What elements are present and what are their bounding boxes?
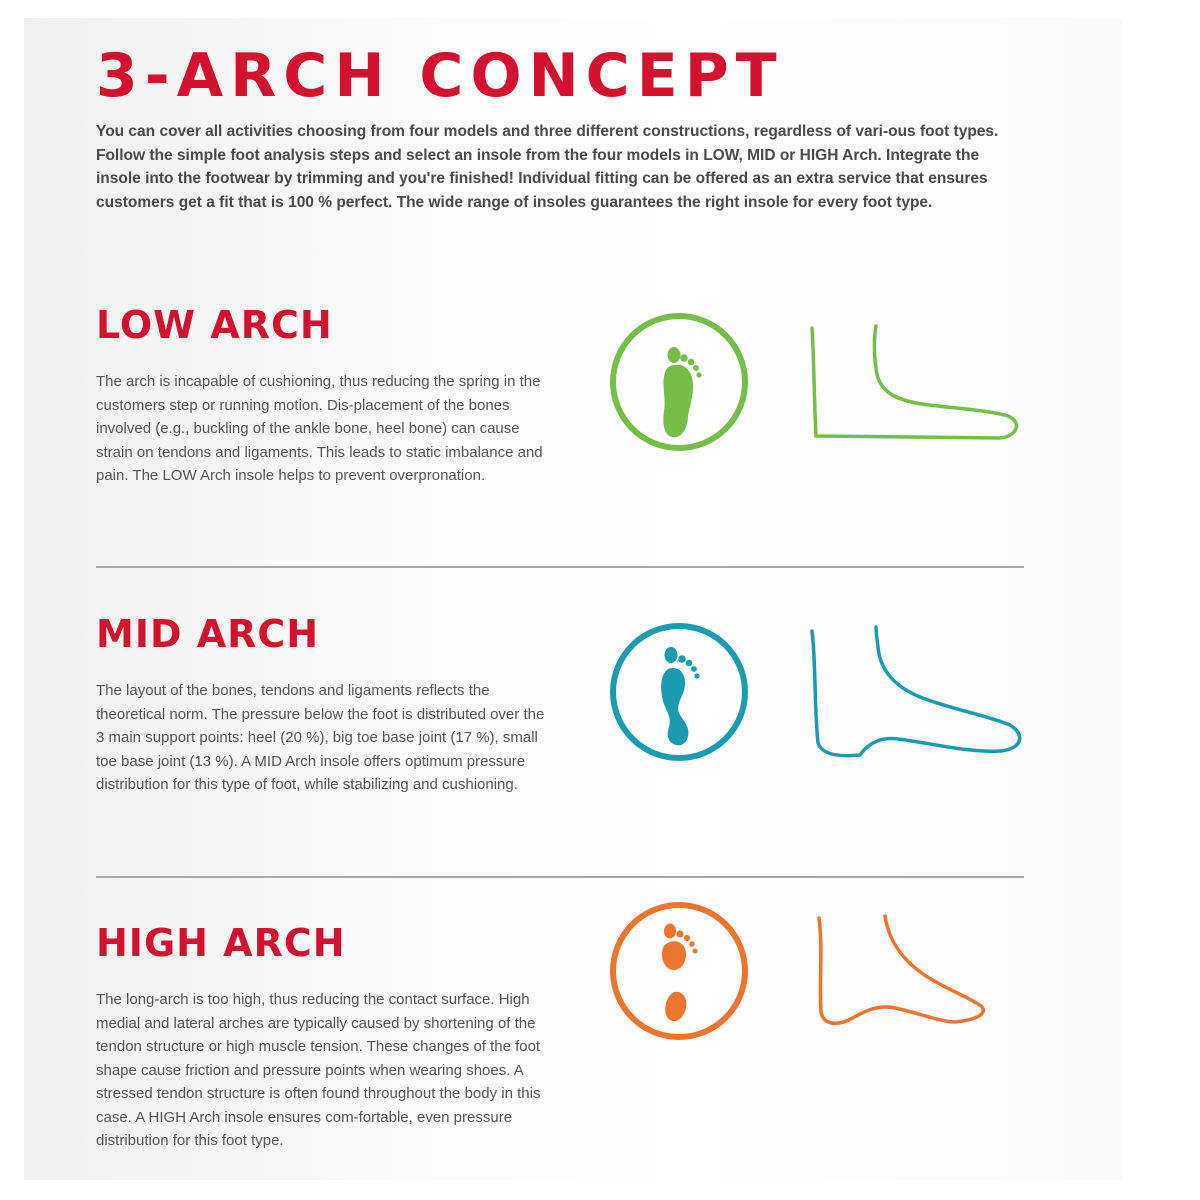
low-arch-title: LOW ARCH bbox=[96, 303, 333, 347]
low-arch-description: The arch is incapable of cushioning, thus reducing the spring in the customers step or running motion. Dis-placement of the bones involved (e.g., buckling of the ankle bone, heel bone) can cause strain on tendons and ligaments. This leads to static imbalance and pain. The LOW Arch insole helps to prevent overpronation. bbox=[96, 373, 543, 484]
mid-arch-title: MID ARCH bbox=[96, 612, 320, 656]
high-arch-description: The long-arch is too high, thus reducing the contact surface. High medial and lateral arches are typically caused by shortening of the tendon structure or high muscle tension. These changes of the foot shape cause friction and pressure points when wearing shoes. A stressed tendon structure is often found throughout the body in this case. A HIGH Arch insole ensures com-fortable, even pressure distribution for this foot type. bbox=[96, 991, 541, 1149]
section-divider bbox=[96, 876, 1024, 878]
intro-paragraph: You can cover all activities choosing from four models and three different constructions, regardless of vari-ous foot types. Follow the simple foot analysis steps and select an insole from the four models in LOW, MID or HIGH Arch. Integrate the insole into the footwear by trimming and you're finished! Individual fitting can be offered as an extra service that ensures customers get a fit that is 100 % perfect. The wide range of insoles guarantees the right insole for every foot type. bbox=[96, 123, 999, 211]
high-arch-foot-profile-icon bbox=[805, 912, 1045, 1042]
flat-foot-print-icon bbox=[610, 313, 748, 451]
normal-foot-profile-icon bbox=[800, 623, 1040, 763]
mid-arch-description: The layout of the bones, tendons and ligaments reflects the theoretical norm. The pressure below the foot is distributed over the 3 main support points: heel (20 %), big toe base joint (17 %), small toe base joint (13 %). A MID Arch insole offers optimum pressure distribution for this type of foot, while stabilizing and cushioning. bbox=[96, 682, 545, 793]
page-title: 3-ARCH CONCEPT bbox=[96, 41, 784, 111]
section-divider bbox=[96, 566, 1024, 568]
flat-foot-profile-icon bbox=[800, 318, 1040, 448]
high-arch-foot-print-icon bbox=[610, 902, 748, 1040]
normal-foot-print-icon bbox=[610, 623, 748, 761]
high-arch-title: HIGH ARCH bbox=[96, 921, 346, 965]
